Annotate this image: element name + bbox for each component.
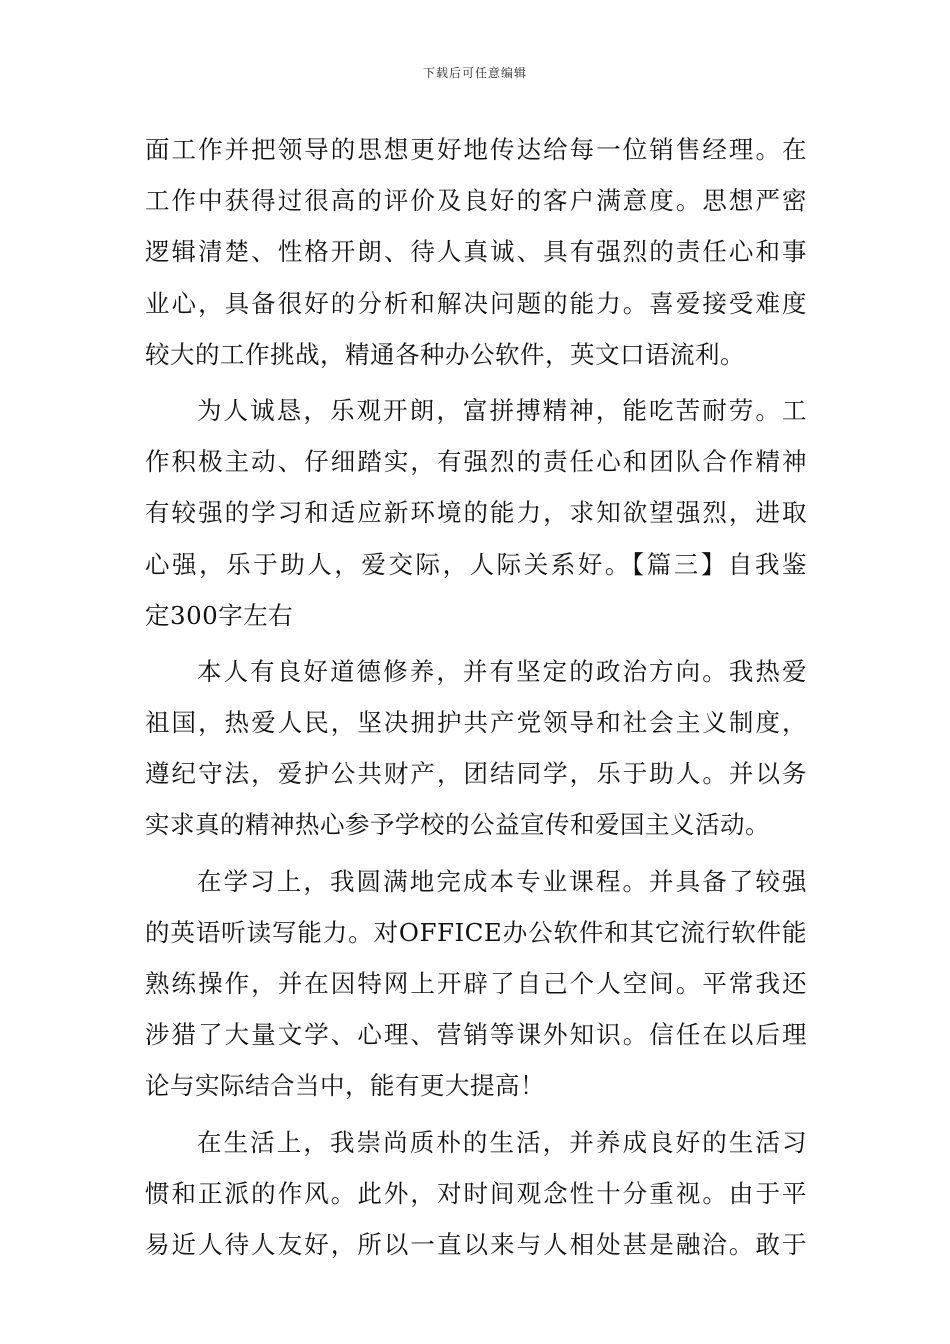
text-line: 为人诚恳，乐观开朗，富拼搏精神，能吃苦耐劳。工 [197,395,807,425]
text-line: 实求真的精神热心参予学校的公益宣传和爱国主义活动。 [145,810,770,840]
text-line: 在生活上，我崇尚质朴的生活，并养成良好的生活习 [197,1127,807,1157]
text-line: 论与实际结合当中，能有更大提高！ [145,1071,545,1101]
paragraph [145,646,807,851]
text-line: 业心，具备很好的分析和解决问题的能力。喜爱接受难度 [145,288,807,318]
paragraph [145,856,807,1112]
text-line: 工作中获得过很高的评价及良好的客户满意度。思想严密 [145,186,807,216]
paragraph [145,385,807,641]
text-line: 有较强的学习和适应新环境的能力，求知欲望强烈，进取 [145,498,807,528]
text-line: 心强，乐于助人，爱交际，人际关系好。【篇三】自我鉴 [145,549,807,579]
paragraph [145,124,807,380]
document-body [145,124,807,1270]
text-line: 易近人待人友好，所以一直以来与人相处甚是融洽。敢于 [145,1229,807,1259]
paragraph [145,1117,807,1271]
text-line: 的英语听读写能力。对OFFICE办公软件和其它流行软件能 [145,917,807,947]
page-header-note: 下载后可任意编辑 [422,66,527,80]
text-line: 熟练操作，并在因特网上开辟了自己个人空间。平常我还 [145,969,807,998]
text-line: 遵纪守法，爱护公共财产，团结同学，乐于助人。并以务 [145,759,807,789]
text-line: 祖国，热爱人民，坚决拥护共产党领导和社会主义制度， [145,708,807,738]
text-line: 本人有良好道德修养，并有坚定的政治方向。我热爱 [197,656,807,686]
text-line: 惯和正派的作风。此外，对时间观念性十分重视。由于平 [145,1178,807,1208]
text-line: 逻辑清楚、性格开朗、待人真诚、具有强烈的责任心和事 [145,237,807,267]
text-line: 在学习上，我圆满地完成本专业课程。并具备了较强 [197,866,807,896]
text-line: 作积极主动、仔细踏实，有强烈的责任心和团队合作精神 [145,447,807,477]
text-line: 涉猎了大量文学、心理、营销等课外知识。信任在以后理 [145,1020,807,1050]
text-line: 定300字左右 [145,600,294,630]
text-line: 较大的工作挑战，精通各种办公软件，英文口语流利。 [145,339,745,369]
text-line: 面工作并把领导的思想更好地传达给每一位销售经理。在 [145,135,807,164]
